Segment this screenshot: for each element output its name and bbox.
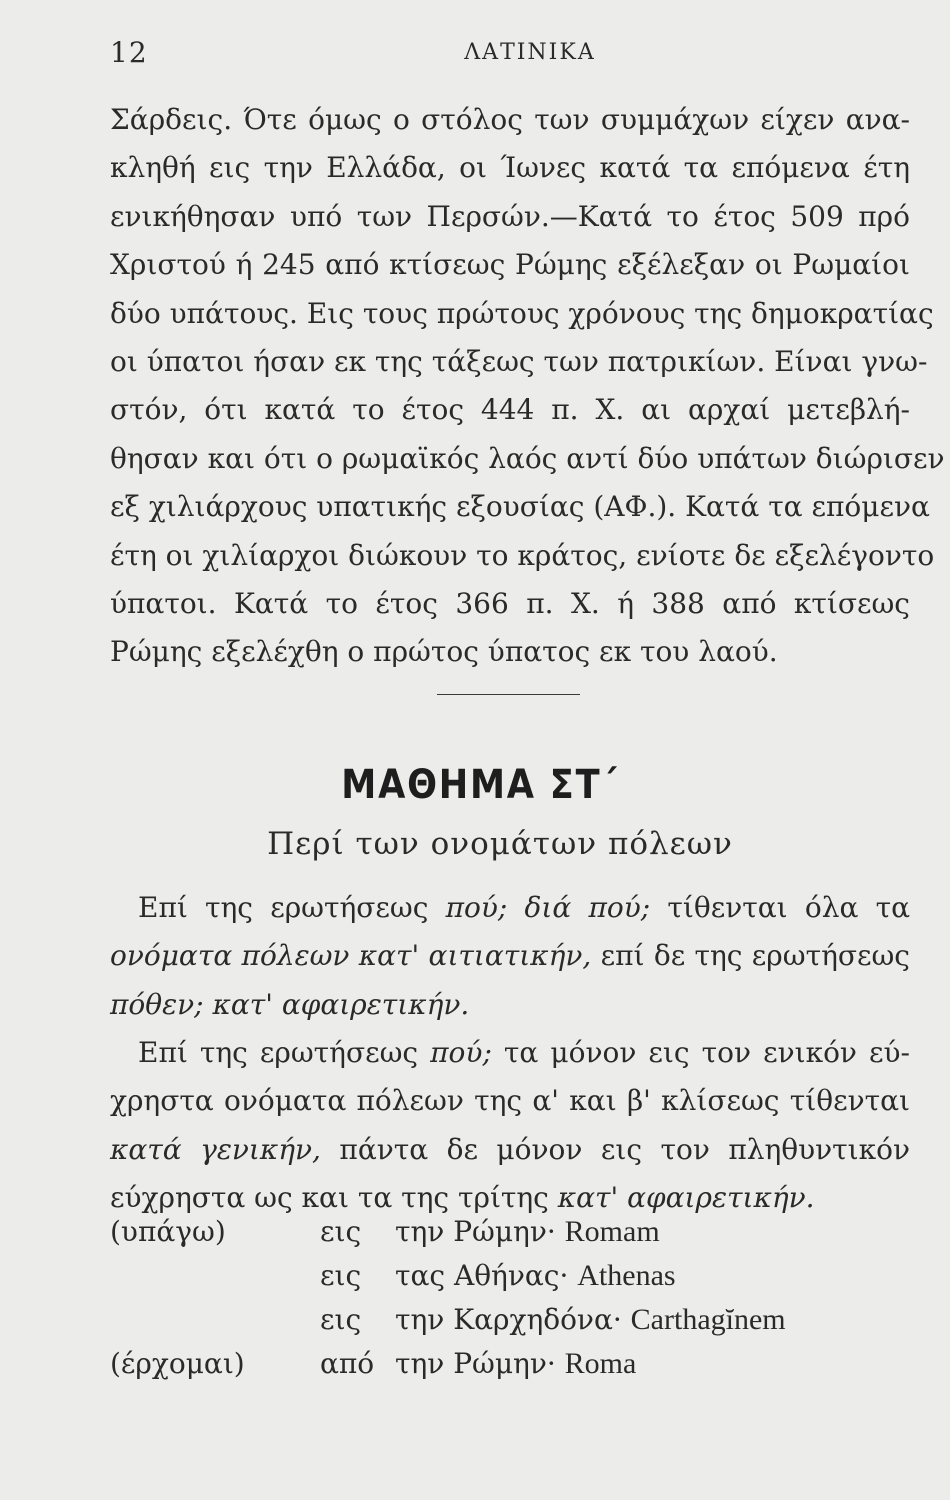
latin-form: Carthagĭnem: [630, 1303, 786, 1336]
section-heading: Περί των ονομάτων πόλεων: [267, 826, 733, 862]
example-row: [110, 1254, 910, 1298]
page-number: 12: [110, 36, 148, 69]
paragraph-line: [110, 884, 910, 932]
paragraph-line: [110, 1126, 910, 1174]
top-paragraph: [110, 96, 945, 677]
examples-list: [110, 1210, 910, 1386]
section-divider: [437, 694, 580, 695]
greek-phrase: την Καρχηδόνα·: [395, 1303, 622, 1336]
paragraph-line: ενικήθησαν υπό των Περσών.—Κατά το έτος 509 πρό: [110, 199, 910, 233]
running-title: ΛΑΤΙΝΙΚΑ: [464, 40, 596, 65]
text-run: τίθενται όλα τα: [650, 891, 910, 924]
paragraph-line: πόθεν; κατ' αφαιρετικήν.: [110, 987, 470, 1021]
lesson-title: ΜΑΘΗΜΑ ΣΤ΄: [341, 762, 619, 808]
example-phrase: [395, 1298, 786, 1342]
paragraph-line: οι ύπατοι ήσαν εκ της τάξεως των πατρικίων. Είναι γνω-: [110, 345, 928, 379]
text-run: Επί της ερωτήσεως: [138, 891, 446, 924]
example-preposition: από: [320, 1347, 375, 1380]
paragraph-line: Χριστού ή 245 από κτίσεως Ρώμης εξέλεξαν οι Ρωμαίοι: [110, 248, 910, 282]
paragraph-line: θησαν και ότι ο ρωμαϊκός λαός αντί δύο υπάτων διώρισεν: [110, 441, 945, 475]
italic-run: ονόματα πόλεων κατ' αιτιατικήν,: [110, 939, 592, 973]
paragraph-line: χρηστα ονόματα πόλεων της α' και β' κλίσεως τίθενται: [110, 1084, 910, 1118]
greek-phrase: τας Αθήνας·: [395, 1259, 569, 1292]
paragraph-line: Ρώμης εξελέχθη ο πρώτος ύπατος εκ του λαού.: [110, 635, 778, 669]
paragraph-line: έτη οι χιλίαρχοι διώκουν το κράτος, ενίοτε δε εξελέγοντο: [110, 538, 935, 572]
example-row: [110, 1342, 910, 1386]
greek-phrase: την Ρώμην·: [395, 1215, 556, 1248]
text-run: Επί της ερωτήσεως: [138, 1036, 431, 1069]
latin-form: Romam: [564, 1215, 660, 1248]
example-row: [110, 1298, 910, 1342]
paragraph-line: δύο υπάτους. Εις τους πρώτους χρόνους της δημοκρατίας: [110, 296, 934, 330]
example-phrase: [395, 1342, 636, 1386]
greek-phrase: την Ρώμην·: [395, 1347, 556, 1380]
example-preposition: εις: [320, 1215, 362, 1248]
running-head: [110, 36, 910, 76]
paragraph-line: εξ χιλιάρχους υπατικής εξουσίας (ΑΦ.). Κατά τα επόμενα: [110, 490, 930, 524]
example-row: [110, 1210, 910, 1254]
text-run: επί δε της ερωτήσεως: [591, 939, 910, 973]
text-run: τα μόνον εις τον ενικόν εύ-: [491, 1036, 910, 1069]
example-verb: (έρχομαι): [110, 1347, 245, 1380]
paragraph-line: κληθή εις την Ελλάδα, οι Ίωνες κατά τα επόμενα έτη: [110, 151, 910, 185]
paragraph-line: ύπατοι. Κατά το έτος 366 π. Χ. ή 388 από κτίσεως: [110, 587, 910, 621]
paragraph-line: [110, 932, 910, 980]
italic-run: πού;: [430, 1036, 492, 1069]
example-verb: (υπάγω): [110, 1215, 226, 1248]
rule-paragraph-2: [110, 1029, 910, 1223]
text-run: πάντα δε μόνον εις τον πληθυντικόν: [320, 1132, 910, 1166]
latin-form: Athenas: [577, 1259, 676, 1292]
italic-run: κατά γενικήν,: [110, 1132, 321, 1166]
example-preposition: εις: [320, 1303, 362, 1336]
italic-run: κατ' αφαιρετικήν.: [557, 1181, 815, 1215]
paragraph-line: [110, 1029, 910, 1077]
example-preposition: εις: [320, 1259, 362, 1292]
paragraph-line: Σάρδεις. Ότε όμως ο στόλος των συμμάχων είχεν ανα-: [110, 103, 910, 136]
text-run: εύχρηστα ως και τα της τρίτης: [110, 1181, 558, 1215]
example-phrase: [395, 1254, 676, 1298]
example-phrase: [395, 1210, 660, 1254]
latin-form: Roma: [564, 1347, 637, 1380]
paragraph-line: στόν, ότι κατά το έτος 444 π. Χ. αι αρχαί μετεβλή-: [110, 393, 910, 427]
italic-run: πού; διά πού;: [445, 891, 651, 924]
rule-paragraph-1: [110, 884, 910, 1029]
